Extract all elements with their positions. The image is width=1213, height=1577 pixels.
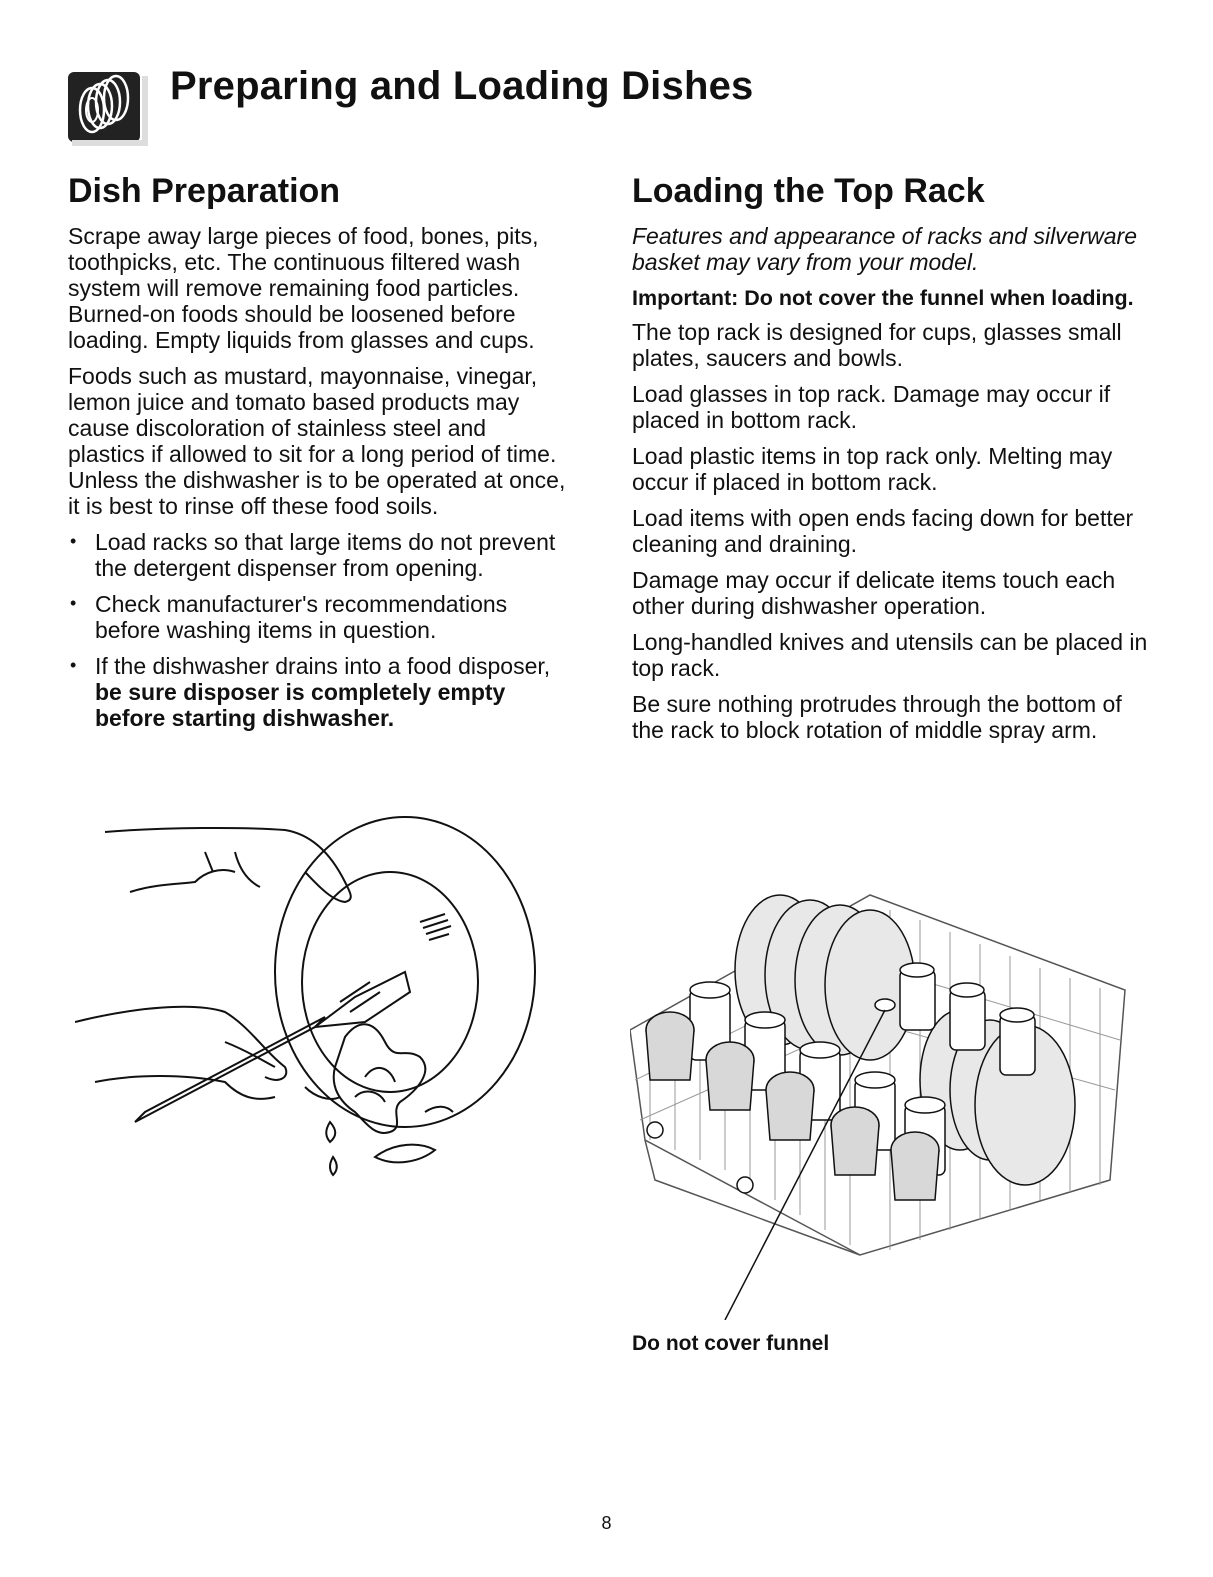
dish-preparation-heading: Dish Preparation xyxy=(68,172,341,210)
dish-preparation-paragraph: Foods such as mustard, mayonnaise, vinegar, lemon juice and tomato based products may cause discoloration of stainless steel and plastics if allowed to sit for a long period of time. Unless the dishwasher is to be operated at once, it is best to rinse off these food soils. xyxy=(68,363,566,519)
bullet-item xyxy=(68,653,568,731)
important-notice: Important: Do not cover the funnel when loading. xyxy=(632,286,1134,310)
scraping-plate-illustration xyxy=(75,812,545,1192)
bullet-text: If the dishwasher drains into a food disposer, xyxy=(95,653,551,679)
dish-preparation-paragraph: Scrape away large pieces of food, bones, pits, toothpicks, etc. The continuous filtered wash system will remove remaining food particles. Burned-on foods should be loosened before loading. Empty liquids from glasses and cups. xyxy=(68,223,539,353)
bullet-item: • Load racks so that large items do not prevent the detergent dispenser from opening. xyxy=(68,529,568,581)
dish-preparation-section xyxy=(68,172,568,741)
bullet-item: • Check manufacturer's recommendations before washing items in question. xyxy=(68,591,568,643)
page-number: 8 xyxy=(601,1513,612,1533)
loading-top-rack-section xyxy=(632,172,1152,753)
model-variation-note: Features and appearance of racks and silverware basket may vary from your model. xyxy=(632,223,1138,275)
dish-preparation-bullet-list xyxy=(68,529,568,731)
top-rack-paragraph: Damage may occur if delicate items touch each other during dishwasher operation. xyxy=(632,567,1116,619)
top-rack-paragraph: Load items with open ends facing down for better cleaning and draining. xyxy=(632,505,1134,557)
funnel-caption: Do not cover funnel xyxy=(632,1332,830,1355)
top-rack-paragraph: Long-handled knives and utensils can be placed in top rack. xyxy=(632,629,1148,681)
stacked-dishes-icon xyxy=(68,66,148,146)
top-rack-paragraph: Load glasses in top rack. Damage may occur if placed in bottom rack. xyxy=(632,381,1111,433)
top-rack-paragraph: Be sure nothing protrudes through the bottom of the rack to block rotation of middle spray arm. xyxy=(632,691,1122,743)
top-rack-paragraph: Load plastic items in top rack only. Melting may occur if placed in bottom rack. xyxy=(632,443,1113,495)
top-rack-paragraph: The top rack is designed for cups, glasses small plates, saucers and bowls. xyxy=(632,319,1122,371)
funnel-icon xyxy=(875,999,895,1011)
top-rack-illustration xyxy=(630,880,1130,1320)
bullet-bold-text: be sure disposer is completely empty before starting dishwasher. xyxy=(95,679,506,731)
loading-top-rack-heading: Loading the Top Rack xyxy=(632,172,985,210)
page-title: Preparing and Loading Dishes xyxy=(170,64,754,108)
